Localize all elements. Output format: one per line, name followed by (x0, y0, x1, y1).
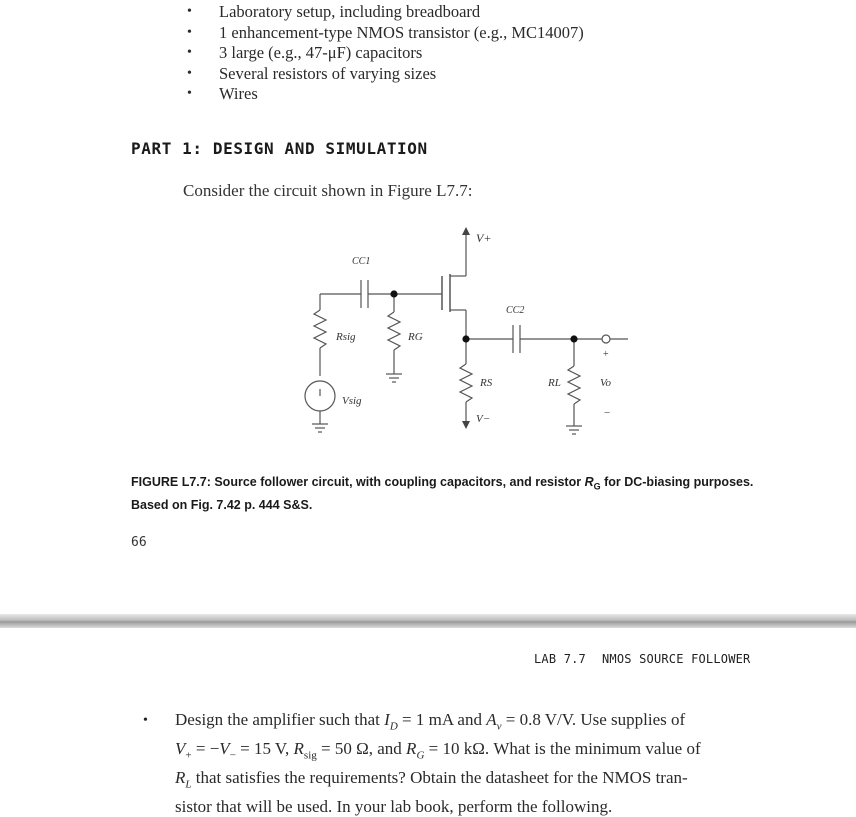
bullet-icon: • (187, 4, 192, 19)
vplus-label: V+ (476, 231, 492, 245)
rg-resistor (388, 312, 400, 350)
page-number: 66 (131, 535, 147, 550)
running-head (534, 652, 750, 666)
rs-resistor (460, 364, 472, 402)
vo-plus-label: + (603, 349, 609, 360)
output-terminal-icon (602, 335, 610, 343)
vo-label: Vo (600, 377, 611, 389)
page-divider (0, 614, 856, 628)
bullet-icon: • (187, 65, 192, 81)
list-item: • 1 enhancement-type NMOS transistor (e.g., MC14007) (187, 22, 584, 42)
vsig-label: Vsig (342, 395, 362, 407)
rsig-resistor (314, 310, 326, 348)
list-item: • Wires (187, 84, 258, 103)
vplus-arrow-icon (462, 227, 470, 235)
intro-text: Consider the circuit shown in Figure L7.7: (183, 181, 473, 200)
rg-label: RG (408, 331, 423, 343)
lab-title: NMOS SOURCE FOLLOWER (601, 652, 751, 666)
rs-label: RS (480, 377, 493, 389)
vo-minus-label: − (604, 407, 611, 419)
cc1-label: CC1 (352, 256, 371, 267)
vminus-label: V− (476, 413, 491, 425)
lab-number: LAB 7.7 (534, 652, 586, 666)
cc2-label: CC2 (506, 305, 525, 316)
figure-caption: FIGURE L7.7: Source follower circuit, with coupling capacitors, and resistor $R_G$ for DC-biasing purposes. Based on Fig. 7.42 p. 444 S&S. (131, 475, 754, 512)
bullet-icon: • (143, 713, 148, 728)
bullet-icon: • (187, 45, 192, 60)
rl-resistor (568, 366, 580, 404)
rsig-label: Rsig (336, 331, 356, 343)
bullet-icon: • (187, 24, 192, 40)
circuit-diagram (290, 226, 630, 446)
list-item: • Several resistors of varying sizes (187, 63, 437, 83)
rl-label: RL (548, 377, 561, 389)
section-heading: PART 1: DESIGN AND SIMULATION (131, 139, 428, 158)
source-node-dot (462, 335, 469, 342)
gate-node-dot (390, 290, 397, 297)
list-item: • Laboratory setup, including breadboard (187, 2, 481, 21)
output-node-dot (570, 335, 577, 342)
equipment-list (183, 2, 584, 105)
task-paragraph: Design the amplifier such that $I_D = 1$ mA and $A_v = 0.8$ V/V. Use supplies of $V_+ = -V_- = 15$ V, $R_{sig} = 50$ Ω, and $R_G = 10$ kΩ. What is the minimum value of $R_L$ that satisfies the requirements? Obtain the datasheet for the NMOS tran- sistor that will be used. In your lab book, perform the following. (175, 710, 701, 816)
bullet-icon: • (187, 86, 192, 101)
vminus-arrow-icon (462, 421, 470, 429)
list-item: • 3 large (e.g., 47-μF) capacitors (187, 43, 423, 62)
